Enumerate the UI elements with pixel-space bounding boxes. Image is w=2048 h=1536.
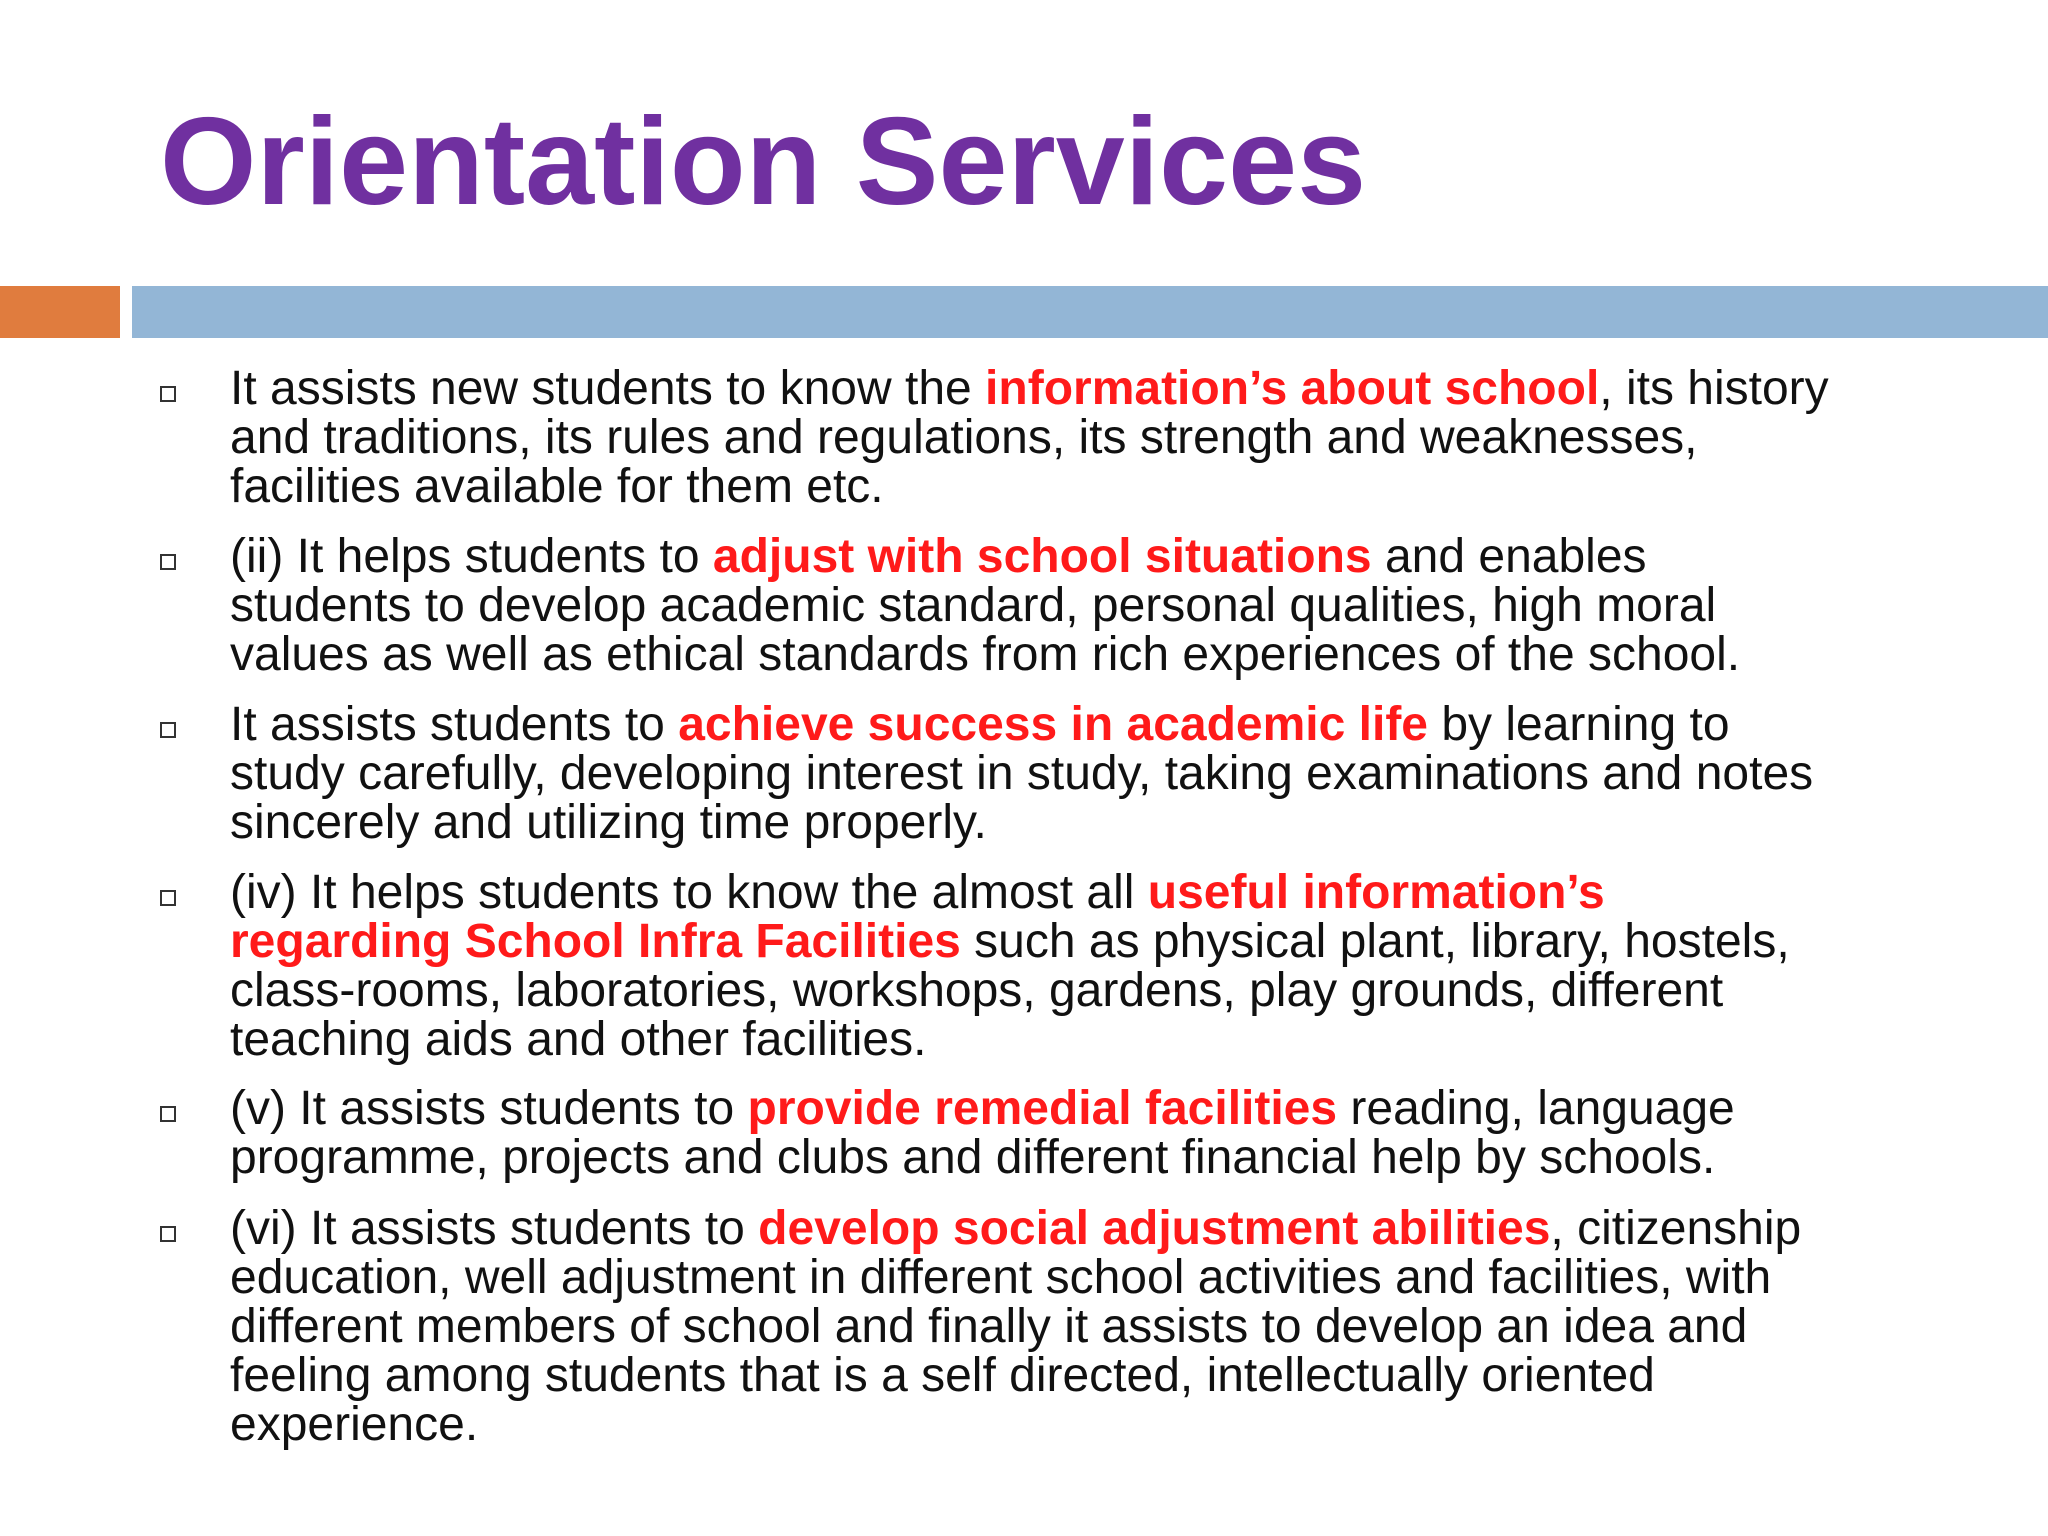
text-segment: , citizenship: [1550, 1202, 1802, 1255]
bullet-line: [230, 1204, 1960, 1253]
text-segment: values as well as ethical standards from rich experiences of the school.: [230, 628, 1741, 681]
bullet-line: [230, 1302, 1960, 1351]
bullet-text: [230, 532, 1960, 679]
bullet-text: [230, 1084, 1960, 1182]
highlighted-phrase: develop social adjustment abilities: [758, 1202, 1551, 1255]
text-segment: feeling among students that is a self directed, intellectually oriented: [230, 1349, 1655, 1402]
highlighted-phrase: achieve success in academic life: [678, 698, 1428, 751]
bullet-line: [230, 630, 1960, 679]
text-segment: and traditions, its rules and regulations, its strength and weaknesses,: [230, 411, 1698, 464]
text-segment: (ii) It helps students to: [230, 530, 713, 583]
highlighted-phrase: adjust with school situations: [712, 530, 1372, 583]
bullet-text: [230, 364, 1960, 511]
bullet-line: [230, 1133, 1960, 1182]
bullet-text: [230, 1204, 1960, 1449]
bullet-line: [230, 364, 1960, 413]
text-segment: by learning to: [1428, 698, 1730, 751]
bullet-line: [230, 749, 1960, 798]
bullet-text: [230, 868, 1960, 1064]
text-segment: teaching aids and other facilities.: [230, 1013, 927, 1066]
text-segment: students to develop academic standard, personal qualities, high moral: [230, 579, 1717, 632]
highlighted-phrase: information’s about school: [985, 362, 1600, 415]
bullet-line: [230, 1351, 1960, 1400]
highlighted-phrase: provide remedial facilities: [747, 1082, 1338, 1135]
bullet-line: [230, 966, 1960, 1015]
text-segment: (v) It assists students to: [230, 1082, 748, 1135]
text-segment: , its history: [1599, 362, 1829, 415]
text-segment: programme, projects and clubs and different financial help by schools.: [230, 1131, 1716, 1184]
slide-title: Orientation Services: [160, 93, 1367, 231]
text-segment: sincerely and utilizing time properly.: [230, 796, 987, 849]
text-segment: such as physical plant, library, hostels,: [960, 915, 1790, 968]
highlighted-phrase: useful information’s: [1147, 866, 1605, 919]
bullet-square-icon: [160, 386, 176, 402]
bullet-line: [230, 462, 1960, 511]
bullet-line: [230, 1084, 1960, 1133]
text-segment: It assists new students to know the: [230, 362, 986, 415]
text-segment: experience.: [230, 1398, 479, 1451]
bullet-square-icon: [160, 722, 176, 738]
bullet-text: [230, 700, 1960, 847]
text-segment: study carefully, developing interest in study, taking examinations and notes: [230, 747, 1814, 800]
highlighted-phrase: regarding School Infra Facilities: [230, 915, 961, 968]
bullet-line: [230, 868, 1960, 917]
title-underline-accent-bar: [0, 286, 120, 338]
text-segment: (vi) It assists students to: [230, 1202, 759, 1255]
text-segment: facilities available for them etc.: [230, 460, 884, 513]
bullet-line: [230, 413, 1960, 462]
text-segment: It assists students to: [230, 698, 679, 751]
bullet-line: [230, 798, 1960, 847]
text-segment: and enables: [1371, 530, 1647, 583]
text-segment: reading, language: [1337, 1082, 1735, 1135]
bullet-line: [230, 917, 1960, 966]
text-segment: class-rooms, laboratories, workshops, gardens, play grounds, different: [230, 964, 1724, 1017]
title-underline-main-bar: [132, 286, 2048, 338]
bullet-square-icon: [160, 890, 176, 906]
bullet-line: [230, 700, 1960, 749]
bullet-line: [230, 532, 1960, 581]
bullet-line: [230, 1015, 1960, 1064]
bullet-line: [230, 1253, 1960, 1302]
text-segment: (iv) It helps students to know the almost all: [230, 866, 1148, 919]
bullet-square-icon: [160, 554, 176, 570]
bullet-square-icon: [160, 1106, 176, 1122]
bullet-line: [230, 1400, 1960, 1449]
bullet-line: [230, 581, 1960, 630]
bullet-square-icon: [160, 1226, 176, 1242]
text-segment: different members of school and finally it assists to develop an idea and: [230, 1300, 1748, 1353]
text-segment: education, well adjustment in different school activities and facilities, with: [230, 1251, 1772, 1304]
